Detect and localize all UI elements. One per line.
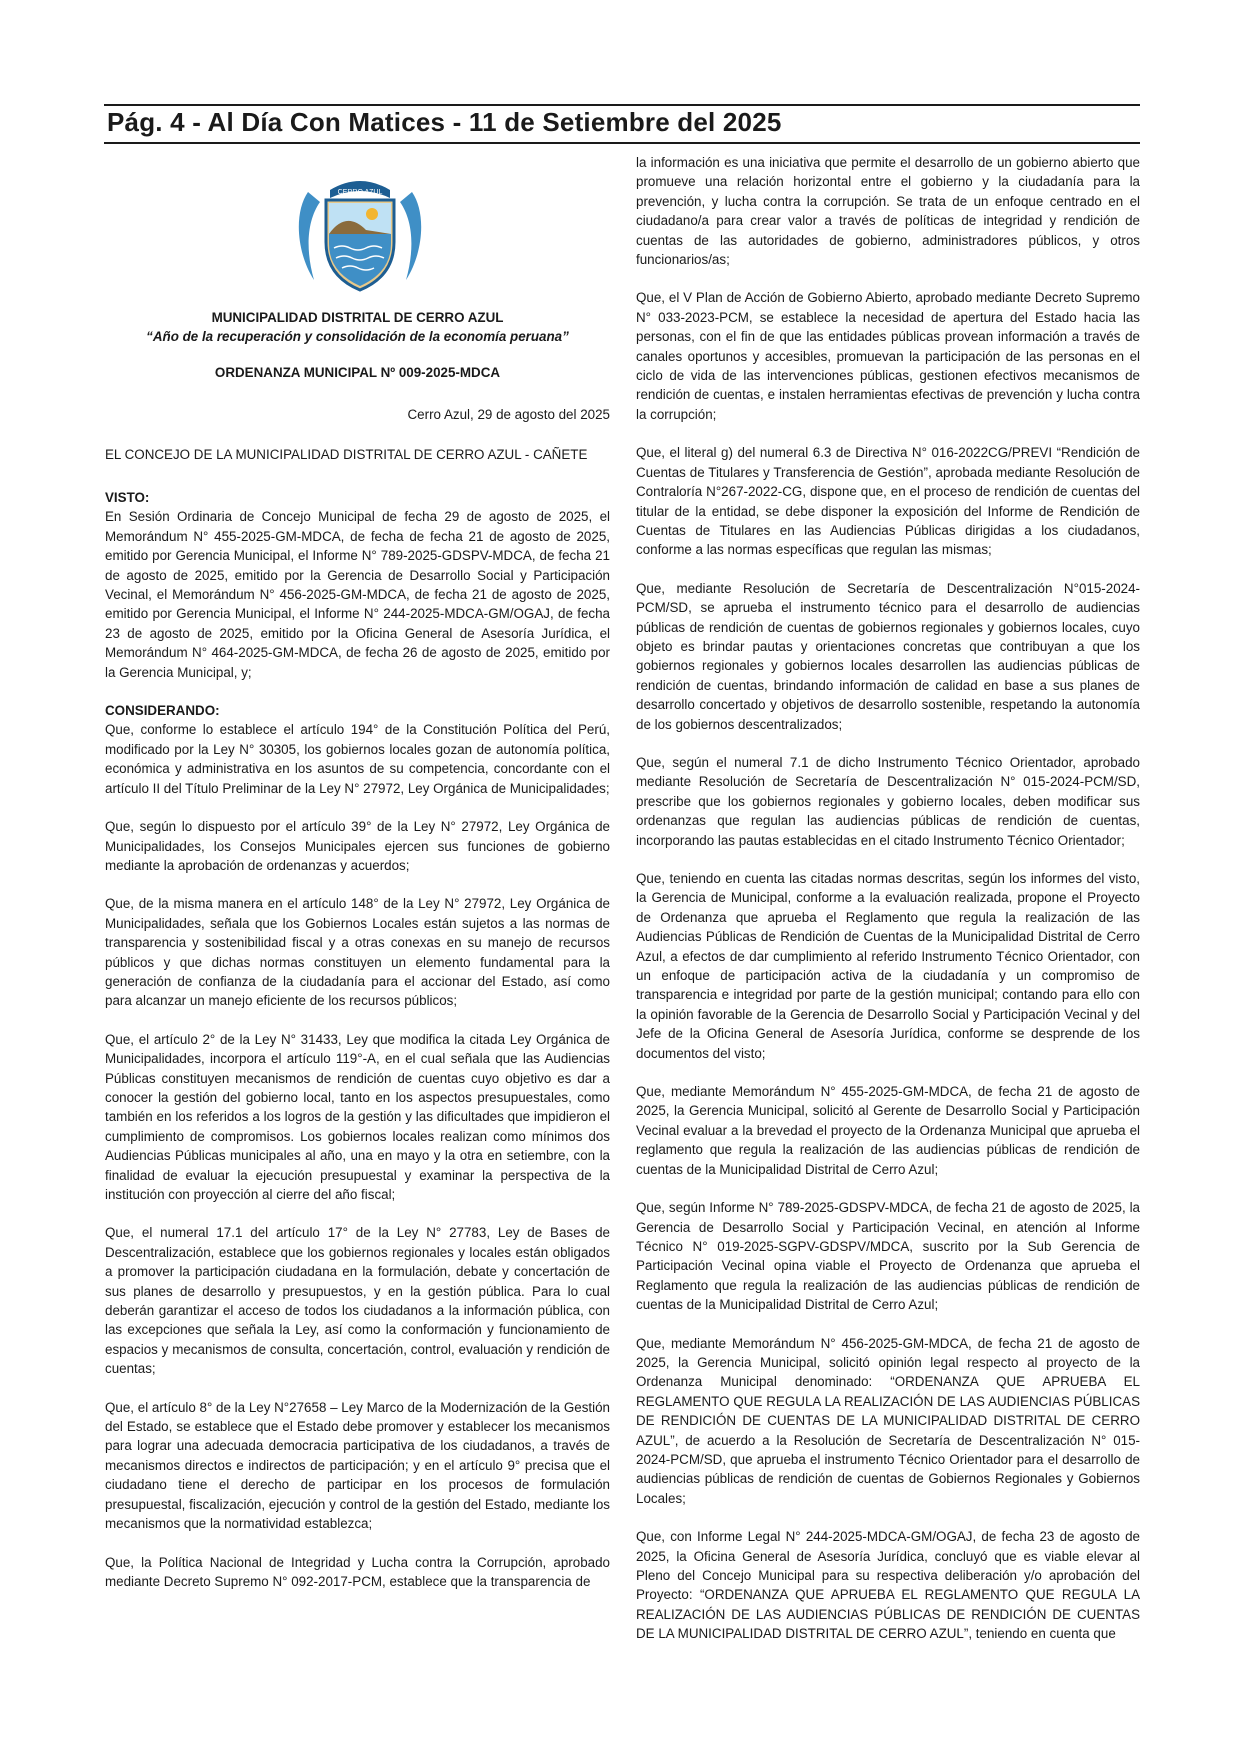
institution-block [105,308,610,382]
logo-lettering: CERRO AZUL [337,189,383,196]
paragraph: Que, el numeral 17.1 del artículo 17° de la Ley N° 27783, Ley de Bases de Descentralización, establece que los gobiernos regionales y locales están obligados a promover la participación ciudadana en la formulación, debate y concertación de sus planes de desarrollo y presupuestos, y en la gestión pública. Para lo cual deberán garantizar el acceso de todos los ciudadanos a la información pública, con las excepciones que señala la Ley, así como la conformación y funcionamiento de espacios y mecanismos de consulta, concertación, control, evaluación y rendición de cuentas; [105,1225,610,1377]
paragraph: Que, mediante Memorándum N° 456-2025-GM-MDCA, de fecha 21 de agosto de 2025, la Gerencia Municipal, solicitó opinión legal respecto al proyecto de la Ordenanza Municipal denominado: “ORDENANZA QUE APRUEBA EL REGLAMENTO QUE REGULA LA REALIZACIÓN DE LAS AUDIENCIAS PÚBLICAS DE RENDICIÓN DE CUENTAS DE LA MUNICIPALIDAD DISTRITAL DE CERRO AZUL”, de acuerdo a la Resolución de Secretaría de Descentralización N° 015-2024-PCM/SD, que aprueba el instrumento Técnico Orientador para el desarrollo de audiencias públicas de rendición de cuentas de Gobiernos Regionales y Gobiernos Locales; [636,1335,1140,1506]
paragraph: Que, según el numeral 7.1 de dicho Instrumento Técnico Orientador, aprobado mediante Resolución de Secretaría de Descentralización N° 015-2024-PCM/SD, prescribe que los gobiernos regionales y gobierno locales, deben modificar sus ordenanzas que regulan las audiencias públicas de rendición de cuentas, incorporando las pautas establecidas en el citado Instrumento Técnico Orientador; [636,754,1140,848]
right-dolphin-shape [400,192,421,280]
paragraph: Que, con Informe Legal N° 244-2025-MDCA-GM/OGAJ, de fecha 23 de agosto de 2025, la Oficina General de Asesoría Jurídica, concluyó que es viable elevar al Pleno del Concejo Municipal para su respectiva deliberación y/o aprobación del Proyecto: “ORDENANZA QUE APRUEBA EL REGLAMENTO QUE REGULA LA REALIZACIÓN DE LAS AUDIENCIAS PÚBLICAS DE RENDICIÓN DE CUENTAS DE LA MUNICIPALIDAD DISTRITAL DE CERRO AZUL”, teniendo en cuenta que [636,1529,1140,1642]
visto-heading: VISTO: [105,490,150,505]
paragraph: Que, de la misma manera en el artículo 148° de la Ley N° 27972, Ley Orgánica de Municipalidades, señala que los Gobiernos Locales están sujetos a las normas de transparencia y sostenibilidad fiscal y a otras conexas en su manejo de recursos públicos y que dichas normas constituyen un elemento fundamental para la generación de confianza de la ciudadanía para el accionar del Estado, así como para alcanzar un manejo eficiente de los recursos públicos; [105,896,610,1009]
paragraph: Que, según lo dispuesto por el artículo 39° de la Ley N° 27972, Ley Orgánica de Municipalidades, los Consejos Municipales ejercen sus funciones de gobierno mediante la aprobación de ordenanzas y acuerdos; [105,819,610,873]
visto-paragraph: En Sesión Ordinaria de Concejo Municipal de fecha 29 de agosto de 2025, el Memorándum N° 455-2025-GM-MDCA, de fecha de fecha 21 de agosto de 2025, emitido por Gerencia Municipal, el Informe N° 789-2025-GDSPV-MDCA, de fecha 21 de agosto de 2025, emitido por la Gerencia de Desarrollo Social y Participación Vecinal, el Memorándum N° 456-2025-GM-MDCA, de fecha 21 de agosto de 2025, emitido por Gerencia Municipal, el Informe N° 244-2025-MDCA-GM/OGAJ, de fecha 23 de agosto de 2025, emitido por la Oficina General de Asesoría Jurídica, el Memorándum N° 464-2025-GM-MDCA, de fecha 26 de agosto de 2025, emitido por la Gerencia Municipal, y; [105,509,610,680]
ordinance-title: ORDENANZA MUNICIPAL Nº 009-2025-MDCA [214,365,501,380]
paragraph: Que, el V Plan de Acción de Gobierno Abierto, aprobado mediante Decreto Supremo N° 033-2023-PCM, se establece la necesidad de apertura del Estado hacia las personas, con el fin de que las entidades públicas provean información a través de canales oportunos y accesibles, promuevan la participación de las personas en el ciclo de vida de las intervenciones públicas, gestionen efectivos mecanismos de rendición de cuentas, e instalen herramientas efectivas de prevención y lucha contra la corrupción; [636,290,1140,422]
institution-motto: “Año de la recuperación y consolidación de la economía peruana” [146,329,569,344]
paragraph: Que, teniendo en cuenta las citadas normas descritas, según los informes del visto, la Gerencia de Municipal, conforme a la evaluación realizada, propone el Proyecto de Ordenanza que aprueba el Reglamento que regula la realización de las Audiencias Públicas de Rendición de Cuentas de la Municipalidad Distrital de Cerro Azul, a efectos de dar cumplimiento al referido Instrumento Técnico Orientador, con un enfoque de participación activa de la ciudadanía y un compromiso de transparencia e integridad por parte de la gestión municipal; contando para ello con la opinión favorable de la Gerencia de Desarrollo Social y Participación Vecinal y del Jefe de la Oficina General de Asesoría Jurídica, conforme se desprende de los documentos del visto; [636,871,1140,1061]
municipal-coat-of-arms-logo [290,172,430,296]
shield-sun [366,208,378,220]
paragraph: Que, mediante Memorándum N° 455-2025-GM-MDCA, de fecha 21 de agosto de 2025, la Gerencia Municipal, solicitó al Gerente de Desarrollo Social y Participación Vecinal evaluar a la brevedad el proyecto de la Ordenanza Municipal que aprueba el reglamento que regula la realización de las audiencias públicas de rendición de cuentas de la Municipalidad Distrital de Cerro Azul; [636,1084,1140,1177]
page-header-title: Pág. 4 - Al Día Con Matices - 11 de Setiembre del 2025 [107,107,782,137]
paragraph: Que, el literal g) del numeral 6.3 de Directiva N° 016-2022CG/PREVI “Rendición de Cuentas de Titulares y Transferencia de Gestión”, aprobada mediante Resolución de Contraloría N°267-2022-CG, dispone que, en el proceso de rendición de cuentas del titular de la entidad, se debe disponer la exposición del Informe de Rendición de Cuentas de Titulares en las Audiencias Públicas dirigidas a los ciudadanos, conforme a las normas específicas que regulan las mismas; [636,445,1140,558]
paragraph: Que, mediante Resolución de Secretaría de Descentralización N°015-2024-PCM/SD, se aprueba el instrumento técnico para el desarrollo de audiencias públicas de rendición de cuentas de gobiernos regionales y gobiernos locales, cuyo objeto es brindar pautas y orientaciones concretas que contribuyan a que los gobiernos regionales y gobiernos locales desarrollen las audiencias públicas de rendición de cuentas, brindando información de calidad en base a sus planes de desarrollo concertado y objetivos de desarrollo sostenible, respetando la autonomía de los gobiernos descentralizados; [636,580,1140,732]
paragraph: Que, la Política Nacional de Integridad y Lucha contra la Corrupción, aprobado mediante Decreto Supremo N° 092-2017-PCM, establece que la transparencia de [105,1554,610,1589]
header-rule-top [104,104,1140,106]
right-column [636,153,1140,1663]
considerando-heading: CONSIDERANDO: [105,703,220,719]
concejo-line: EL CONCEJO DE LA MUNICIPALIDAD DISTRITAL DE CERRO AZUL - CAÑETE [105,447,588,462]
institution-name: MUNICIPALIDAD DISTRITAL DE CERRO AZUL [211,310,504,325]
header-rule-bottom [104,142,1140,144]
paragraph: Que, según Informe N° 789-2025-GDSPV-MDCA, de fecha 21 de agosto de 2025, la Gerencia de Desarrollo Social y Participación Vecinal, en atención al Informe Técnico N° 019-2025-SGPV-GDSPV/MDCA, suscrito por la Sub Gerencia de Participación Vecinal opina viable el Proyecto de Ordenanza que aprueba el Reglamento que regula la realización de las audiencias públicas de rendición de cuentas de la Municipalidad Distrital de Cerro Azul; [636,1200,1140,1313]
paragraph: Que, el artículo 2° de la Ley N° 31433, Ley que modifica la citada Ley Orgánica de Municipalidades, incorpora el artículo 119°-A, en el cual señala que las Audiencias Públicas constituyen mecanismos de rendición de cuentas cuyo objetivo es dar a conocer la gestión del gobierno local, tanto en los aspectos presupuestales, como también en los referidos a los logros de la gestión y las dificultades que impidieron el cumplimiento de compromisos. Los gobiernos locales realizan como mínimos dos Audiencias Públicas municipales al año, una en mayo y la otra en setiembre, con la finalidad de evaluar la ejecución presupuestal y examinar la perspectiva de la institución con proyección al cierre del año fiscal; [105,1031,610,1202]
paragraph: la información es una iniciativa que permite el desarrollo de un gobierno abierto que promueve una relación horizontal entre el gobierno y la ciudadanía para la prevención, y lucha contra la corrupción. Se trata de un enfoque centrado en el ciudadano/a para crear valor a través de políticas de integridad y rendición de cuentas de las autoridades de gobierno, administradores públicos, y otros funcionarios/as; [636,155,1140,268]
paragraph: Que, conforme lo establece el artículo 194° de la Constitución Política del Perú, modificado por la Ley N° 30305, los gobiernos locales gozan de autonomía política, económica y administrativa en los asuntos de su competencia, concordante con el artículo II del Título Preliminar de la Ley N° 27972, Ley Orgánica de Municipalidades; [105,722,610,796]
paragraph: Que, el artículo 8° de la Ley N°27658 – Ley Marco de la Modernización de la Gestión del Estado, se establece que el Estado debe promover y establecer los mecanismos para lograr una adecuada democracia participativa de los ciudadanos, a través de mecanismos directos e indirectos de participación; y en el artículo 9° precisa que el ciudadano tiene el derecho de participar en los procesos de formulación presupuestal, fiscalización, ejecución y control de la gestión del Estado, mediante los mecanismos que la normatividad establezca; [105,1399,610,1532]
left-dolphin-shape [299,192,320,280]
ordinance-date: Cerro Azul, 29 de agosto del 2025 [407,407,610,422]
left-column [105,488,610,1610]
